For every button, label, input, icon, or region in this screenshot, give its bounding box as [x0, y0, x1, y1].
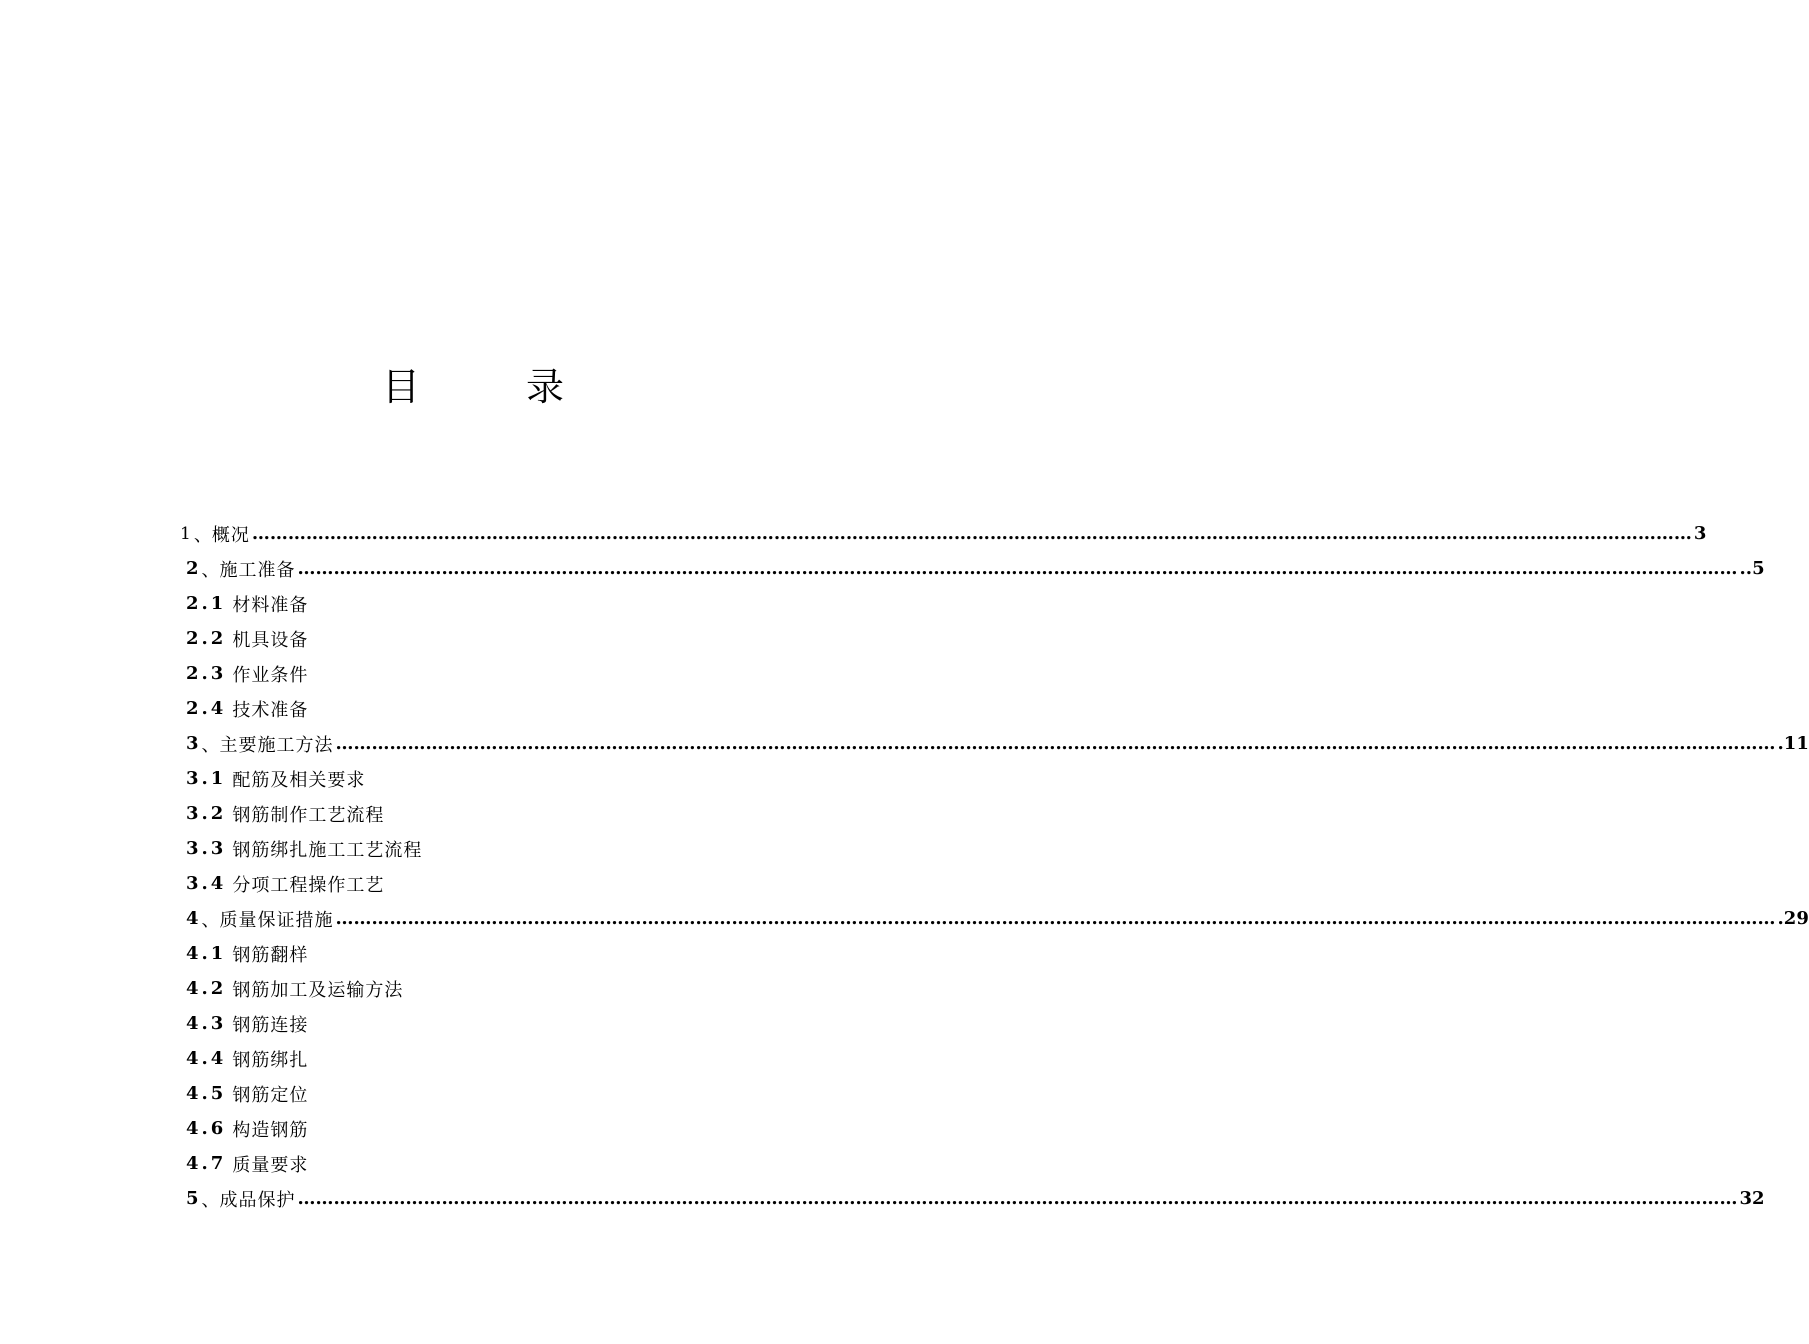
toc-entry[interactable] — [186, 796, 742, 831]
toc-entry-page-number: 32 — [1739, 1188, 1765, 1209]
toc-entry-number: 3.1 — [186, 768, 227, 789]
toc-entry-label: 构造钢筋 — [232, 1119, 309, 1141]
toc-entry-page-number: .11 — [1777, 733, 1809, 754]
toc-entry-number: 4 — [186, 908, 202, 929]
toc-dot-leader: …………………………………………………………………………………………………………………………………………………………………………………………………………………… — [297, 1188, 1738, 1209]
toc-entry-label: 技术准备 — [232, 699, 309, 721]
toc-entry-separator: 、 — [201, 559, 220, 581]
toc-entry[interactable] — [186, 936, 742, 971]
table-of-contents — [180, 516, 1809, 1216]
toc-entry-number: 2 — [186, 558, 202, 579]
toc-entry-label: 成品保护 — [219, 1189, 296, 1211]
toc-entry-number: 3.4 — [186, 873, 227, 894]
toc-entry-number: 3.2 — [186, 803, 227, 824]
toc-entry-number: 4.3 — [186, 1013, 227, 1034]
toc-entry[interactable] — [186, 901, 1809, 936]
toc-entry-label: 材料准备 — [232, 594, 309, 616]
toc-entry-number: 4.1 — [186, 943, 227, 964]
toc-entry[interactable] — [186, 726, 1809, 761]
toc-entry-label: 主要施工方法 — [219, 734, 334, 756]
toc-entry-label: 钢筋加工及运输方法 — [232, 979, 404, 1001]
toc-entry-label: 概况 — [211, 524, 250, 546]
toc-dot-leader: …………………………………………………………………………………………………………………………………………………………………………………………………………………… — [335, 908, 1776, 929]
toc-entry[interactable] — [186, 621, 742, 656]
toc-entry-label: 钢筋定位 — [232, 1084, 309, 1106]
toc-entry-label: 钢筋连接 — [232, 1014, 309, 1036]
toc-entry-label: 施工准备 — [219, 559, 296, 581]
toc-entry-number: 2.2 — [186, 628, 227, 649]
toc-entry-label: 作业条件 — [232, 664, 309, 686]
toc-dot-leader: …………………………………………………………………………………………………………………………………………………………………………………………………………………… — [251, 523, 1692, 544]
toc-entry-page-number: .29 — [1777, 908, 1809, 929]
toc-entry-label: 钢筋制作工艺流程 — [232, 804, 385, 826]
toc-entry[interactable] — [180, 516, 1707, 551]
toc-entry[interactable] — [186, 656, 742, 691]
toc-entry-number: 1 — [180, 523, 194, 544]
toc-entry[interactable] — [186, 971, 742, 1006]
toc-dot-leader: …………………………………………………………………………………………………………………………………………………………………………………………………………………… — [297, 558, 1738, 579]
toc-entry-number: 2.4 — [186, 698, 227, 719]
toc-entry-label: 质量保证措施 — [219, 909, 334, 931]
toc-entry[interactable] — [186, 1041, 742, 1076]
toc-dot-leader: …………………………………………………………………………………………………………………………………………………………………………………………………………………… — [335, 733, 1776, 754]
toc-entry[interactable] — [186, 831, 742, 866]
toc-entry[interactable] — [186, 551, 1765, 586]
toc-entry[interactable] — [186, 1111, 742, 1146]
toc-entry-separator: 、 — [201, 909, 220, 931]
toc-entry[interactable] — [186, 1006, 742, 1041]
toc-entry-label: 钢筋绑扎 — [232, 1049, 309, 1071]
toc-entry-label: 配筋及相关要求 — [232, 769, 366, 791]
toc-entry-label: 分项工程操作工艺 — [232, 874, 385, 896]
toc-entry[interactable] — [186, 1146, 742, 1181]
toc-entry-number: 3.3 — [186, 838, 227, 859]
toc-entry-number: 4.6 — [186, 1118, 227, 1139]
page-title: 目 录 — [381, 365, 598, 409]
toc-entry-number: 3 — [186, 733, 202, 754]
toc-entry-number: 4.2 — [186, 978, 227, 999]
toc-entry-number: 5 — [186, 1188, 202, 1209]
toc-entry[interactable] — [186, 586, 742, 621]
toc-entry-separator: 、 — [201, 1189, 220, 1211]
toc-entry-number: 2.1 — [186, 593, 227, 614]
toc-entry-page-number: ..5 — [1739, 558, 1765, 579]
toc-entry-label: 钢筋绑扎施工工艺流程 — [232, 839, 423, 861]
toc-entry-separator: 、 — [193, 524, 212, 546]
toc-entry-number: 4.4 — [186, 1048, 227, 1069]
toc-entry[interactable] — [186, 866, 742, 901]
toc-entry-label: 质量要求 — [232, 1154, 309, 1176]
toc-entry[interactable] — [186, 761, 742, 796]
toc-entry-label: 机具设备 — [232, 629, 309, 651]
toc-entry-label: 钢筋翻样 — [232, 944, 309, 966]
toc-entry[interactable] — [186, 691, 742, 726]
toc-entry-number: 4.7 — [186, 1153, 227, 1174]
toc-entry[interactable] — [186, 1181, 1765, 1216]
toc-entry[interactable] — [186, 1076, 742, 1111]
toc-entry-number: 4.5 — [186, 1083, 227, 1104]
toc-entry-number: 2.3 — [186, 663, 227, 684]
toc-entry-page-number: 3 — [1693, 523, 1707, 544]
toc-entry-separator: 、 — [201, 734, 220, 756]
